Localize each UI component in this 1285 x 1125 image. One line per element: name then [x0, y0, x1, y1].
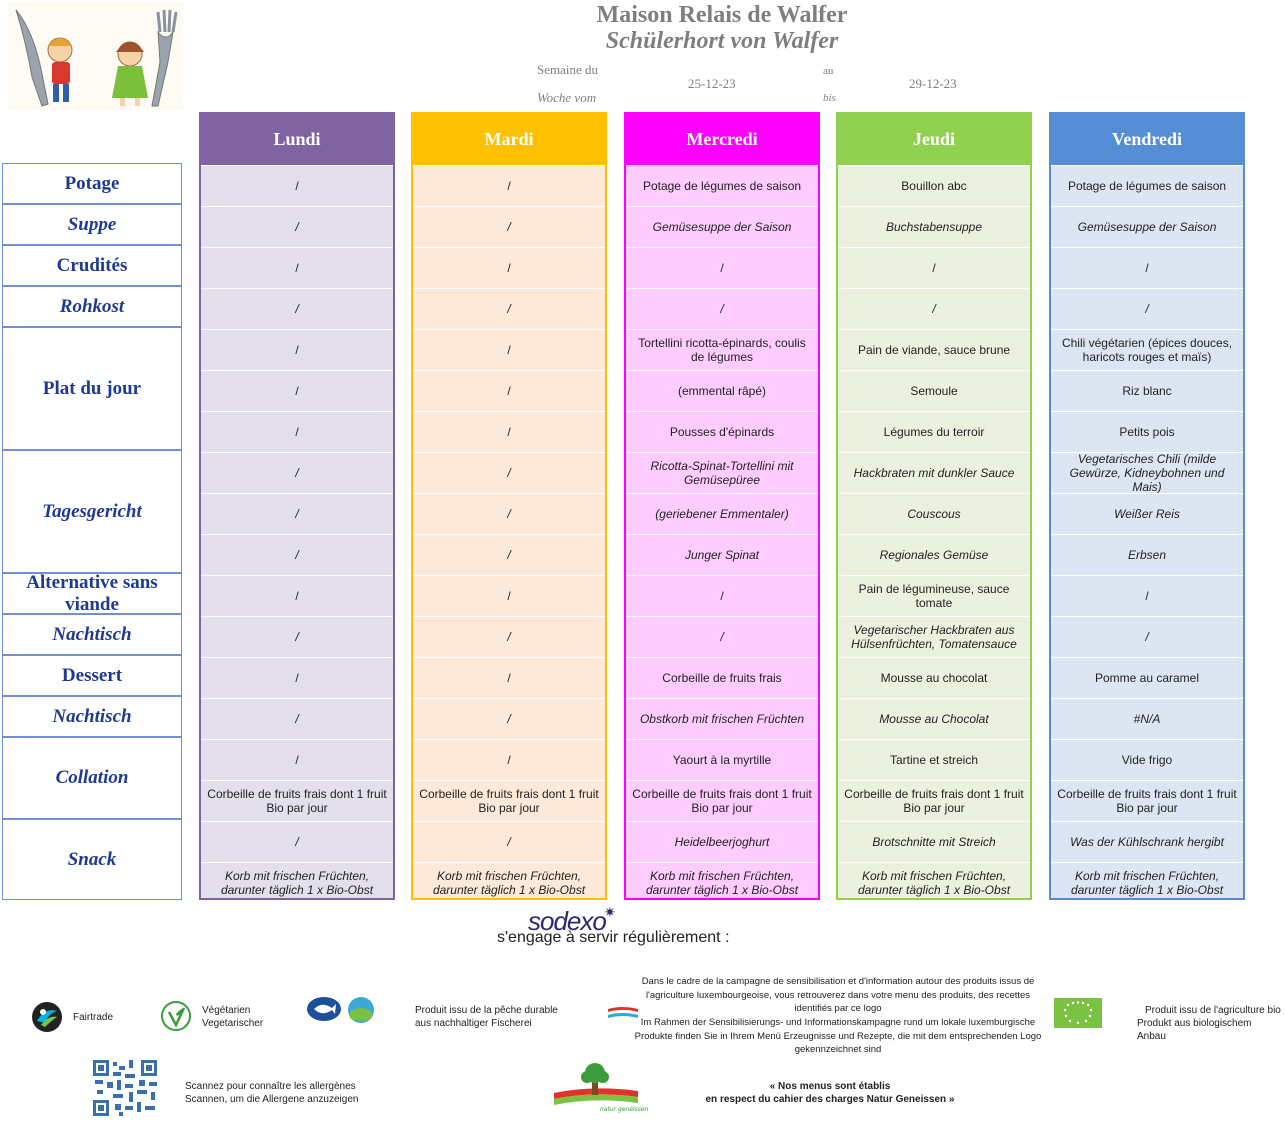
date-end: 29-12-23 — [909, 76, 957, 91]
menu-cell: / — [413, 247, 605, 288]
menu-cell: Pomme au caramel — [1051, 657, 1243, 698]
menu-cell: / — [201, 575, 393, 616]
kids-cutlery-logo — [8, 2, 183, 110]
menu-cell: (geriebener Emmentaler) — [626, 493, 818, 534]
menu-cell: Vegetarischer Hackbraten aus Hülsenfrüchten, Tomatensauce — [838, 616, 1030, 657]
menu-cell: / — [626, 247, 818, 288]
menu-cell: / — [413, 698, 605, 739]
day-header: Mercredi — [626, 114, 818, 165]
day-header: Lundi — [201, 114, 393, 165]
row-label: Suppe — [2, 204, 182, 245]
menu-cell: / — [201, 411, 393, 452]
menu-cell: / — [838, 247, 1030, 288]
fish-fr: Produit issu de la pêche durable — [415, 1005, 558, 1016]
menu-cell: Pain de viande, sauce brune — [838, 329, 1030, 370]
menu-cell: Riz blanc — [1051, 370, 1243, 411]
menu-cell: / — [201, 370, 393, 411]
menu-cell: / — [413, 288, 605, 329]
fairtrade-label: Fairtrade — [73, 1012, 114, 1023]
natur-geneissen-line2: en respect du cahier des charges Natur Geneissen » — [705, 1094, 955, 1105]
menu-cell: / — [201, 821, 393, 862]
menu-cell: / — [201, 247, 393, 288]
menu-cell: Regionales Gemüse — [838, 534, 1030, 575]
day-column-vendredi — [1049, 112, 1245, 900]
menu-cell: Potage de légumes de saison — [626, 165, 818, 206]
row-label: Alternative sans viande — [2, 573, 182, 614]
menu-cell: Petits pois — [1051, 411, 1243, 452]
week-from-de: Woche vom — [537, 90, 597, 105]
menu-cell: Hackbraten mit dunkler Sauce — [838, 452, 1030, 493]
msc-fish-icon — [306, 996, 342, 1027]
menu-cell: / — [413, 657, 605, 698]
menu-cell: / — [201, 452, 393, 493]
row-label: Crudités — [2, 245, 182, 286]
menu-cell: / — [626, 288, 818, 329]
day-column-lundi — [199, 112, 395, 900]
menu-cell: Corbeille de fruits frais dont 1 fruit Bio par jour — [413, 780, 605, 821]
menu-cell: / — [1051, 247, 1243, 288]
fork-knife-kids-logo-icon — [8, 2, 183, 110]
sodexo-logo: sodexo — [528, 906, 606, 936]
menu-cell: #N/A — [1051, 698, 1243, 739]
row-label: Tagesgericht — [2, 450, 182, 573]
menu-cell: / — [626, 575, 818, 616]
menu-cell: Was der Kühlschrank hergibt — [1051, 821, 1243, 862]
menu-cell: / — [413, 206, 605, 247]
row-label: Potage — [2, 163, 182, 204]
menu-cell: Mousse au Chocolat — [838, 698, 1030, 739]
qr-code-icon[interactable] — [91, 1058, 159, 1123]
menu-cell: Korb mit frischen Früchten, darunter täglich 1 x Bio-Obst — [1051, 862, 1243, 902]
menu-cell: Couscous — [838, 493, 1030, 534]
vegetarian-icon — [160, 1000, 192, 1037]
menu-cell: Chili végétarien (épices douces, haricots rouges et maïs) — [1051, 329, 1243, 370]
menu-cell: (emmental râpé) — [626, 370, 818, 411]
menu-cell: / — [413, 370, 605, 411]
menu-cell: Légumes du terroir — [838, 411, 1030, 452]
menu-cell: / — [413, 616, 605, 657]
menu-cell: Semoule — [838, 370, 1030, 411]
menu-cell: Gemüsesuppe der Saison — [1051, 206, 1243, 247]
menu-cell: / — [413, 575, 605, 616]
menu-cell: Corbeille de fruits frais dont 1 fruit Bio par jour — [1051, 780, 1243, 821]
menu-cell: / — [201, 657, 393, 698]
bio-fr: Produit issu de l'agriculture bio — [1145, 1005, 1281, 1016]
menu-cell: Potage de légumes de saison — [1051, 165, 1243, 206]
menu-cell: Tortellini ricotta-épinards, coulis de légumes — [626, 329, 818, 370]
menu-cell: / — [201, 698, 393, 739]
row-label: Collation — [2, 737, 182, 819]
menu-cell: / — [413, 329, 605, 370]
week-from-fr: Semaine du — [537, 62, 599, 77]
menu-cell: Mousse au chocolat — [838, 657, 1030, 698]
menu-cell: Obstkorb mit frischen Früchten — [626, 698, 818, 739]
natur-geneissen-tree-icon — [554, 1063, 649, 1118]
menu-cell: / — [201, 329, 393, 370]
row-label: Dessert — [2, 655, 182, 696]
menu-cell: Vide frigo — [1051, 739, 1243, 780]
menu-cell: Corbeille de fruits frais dont 1 fruit Bio par jour — [201, 780, 393, 821]
menu-cell: / — [201, 288, 393, 329]
menu-cell: Weißer Reis — [1051, 493, 1243, 534]
menu-cell: / — [201, 206, 393, 247]
menu-cell: Ricotta-Spinat-Tortellini mit Gemüsepüree — [626, 452, 818, 493]
menu-cell: / — [1051, 616, 1243, 657]
menu-cell: Buchstabensuppe — [838, 206, 1030, 247]
asc-icon — [347, 996, 375, 1029]
to-fr: au — [823, 65, 834, 77]
day-header: Vendredi — [1051, 114, 1243, 165]
bio-de: Produkt aus biologischem Anbau — [1137, 1018, 1252, 1042]
vegetarian-fr: Végétarien — [202, 1005, 251, 1016]
menu-cell: Heidelbeerjoghurt — [626, 821, 818, 862]
menu-cell: Korb mit frischen Früchten, darunter täglich 1 x Bio-Obst — [413, 862, 605, 902]
eu-organic-leaf-icon — [1054, 998, 1102, 1033]
menu-cell: Korb mit frischen Früchten, darunter täglich 1 x Bio-Obst — [201, 862, 393, 902]
day-column-jeudi — [836, 112, 1032, 900]
svg-text:natur genéissen: natur genéissen — [600, 1106, 649, 1113]
menu-cell: / — [413, 452, 605, 493]
menu-cell: / — [1051, 575, 1243, 616]
menu-cell: Pousses d'épinards — [626, 411, 818, 452]
menu-cell: Bouillon abc — [838, 165, 1030, 206]
menu-cell: Yaourt à la myrtille — [626, 739, 818, 780]
page-title: Maison Relais de Walfer — [596, 2, 848, 28]
natur-geneissen-line1: « Nos menus sont établis — [769, 1081, 891, 1092]
menu-cell: Korb mit frischen Früchten, darunter täglich 1 x Bio-Obst — [838, 862, 1030, 902]
fish-de: aus nachhaltiger Fischerei — [415, 1018, 532, 1029]
menu-cell: Gemüsesuppe der Saison — [626, 206, 818, 247]
qr-fr: Scannez pour connaître les allergènes — [185, 1081, 356, 1092]
date-start: 25-12-23 — [688, 76, 736, 91]
sodexo-star-icon: ✷ — [604, 904, 616, 920]
menu-cell: Corbeille de fruits frais dont 1 fruit Bio par jour — [626, 780, 818, 821]
menu-cell: Junger Spinat — [626, 534, 818, 575]
row-label: Plat du jour — [2, 327, 182, 450]
menu-cell: / — [413, 165, 605, 206]
lux-campaign-de: Im Rahmen der Sensibilisierungs- und Informationskampagne rund um lokale luxemburgische Produkte finden Sie in Ihrem Menü Erzeugnisse und Rezepte, die mit dem entsprechenden Logo gekennzeichnet sind — [634, 1017, 1042, 1055]
fairtrade-icon — [31, 1001, 63, 1038]
menu-cell: / — [201, 616, 393, 657]
menu-cell: / — [201, 493, 393, 534]
menu-cell: / — [838, 288, 1030, 329]
to-de: bis — [823, 92, 836, 104]
row-label: Rohkost — [2, 286, 182, 327]
qr-de: Scannen, um die Allergene anzuzeigen — [185, 1094, 359, 1105]
menu-cell: Corbeille de fruits frais — [626, 657, 818, 698]
menu-cell: Pain de légumineuse, sauce tomate — [838, 575, 1030, 616]
row-label: Nachtisch — [2, 614, 182, 655]
row-label: Snack — [2, 819, 182, 900]
lux-campaign-fr: Dans le cadre de la campagne de sensibilisation et d'information autour des produits issus de l'agriculture luxembourgeoise, vous retrouverez dans votre menu des produits, des recettes identifiés par ce logo — [641, 976, 1035, 1014]
page-subtitle: Schülerhort von Walfer — [605, 28, 839, 54]
menu-cell: / — [201, 739, 393, 780]
row-label: Nachtisch — [2, 696, 182, 737]
menu-cell: / — [413, 821, 605, 862]
menu-cell: Corbeille de fruits frais dont 1 fruit Bio par jour — [838, 780, 1030, 821]
menu-cell: / — [626, 616, 818, 657]
day-header: Jeudi — [838, 114, 1030, 165]
menu-cell: / — [413, 411, 605, 452]
day-header: Mardi — [413, 114, 605, 165]
menu-cell: / — [201, 165, 393, 206]
menu-cell: Vegetarisches Chili (milde Gewürze, Kidneybohnen und Mais) — [1051, 452, 1243, 493]
day-column-mardi — [411, 112, 607, 900]
menu-cell: Brotschnitte mit Streich — [838, 821, 1030, 862]
vegetarian-de: Vegetarischer — [202, 1018, 264, 1029]
menu-cell: Korb mit frischen Früchten, darunter täglich 1 x Bio-Obst — [626, 862, 818, 902]
menu-cell: / — [413, 739, 605, 780]
menu-cell: / — [413, 493, 605, 534]
menu-cell: / — [413, 534, 605, 575]
engage-text: s'engage à servir régulièrement : — [497, 929, 730, 946]
day-column-mercredi — [624, 112, 820, 900]
menu-cell: Tartine et streich — [838, 739, 1030, 780]
menu-cell: / — [201, 534, 393, 575]
menu-cell: / — [1051, 288, 1243, 329]
menu-cell: Erbsen — [1051, 534, 1243, 575]
